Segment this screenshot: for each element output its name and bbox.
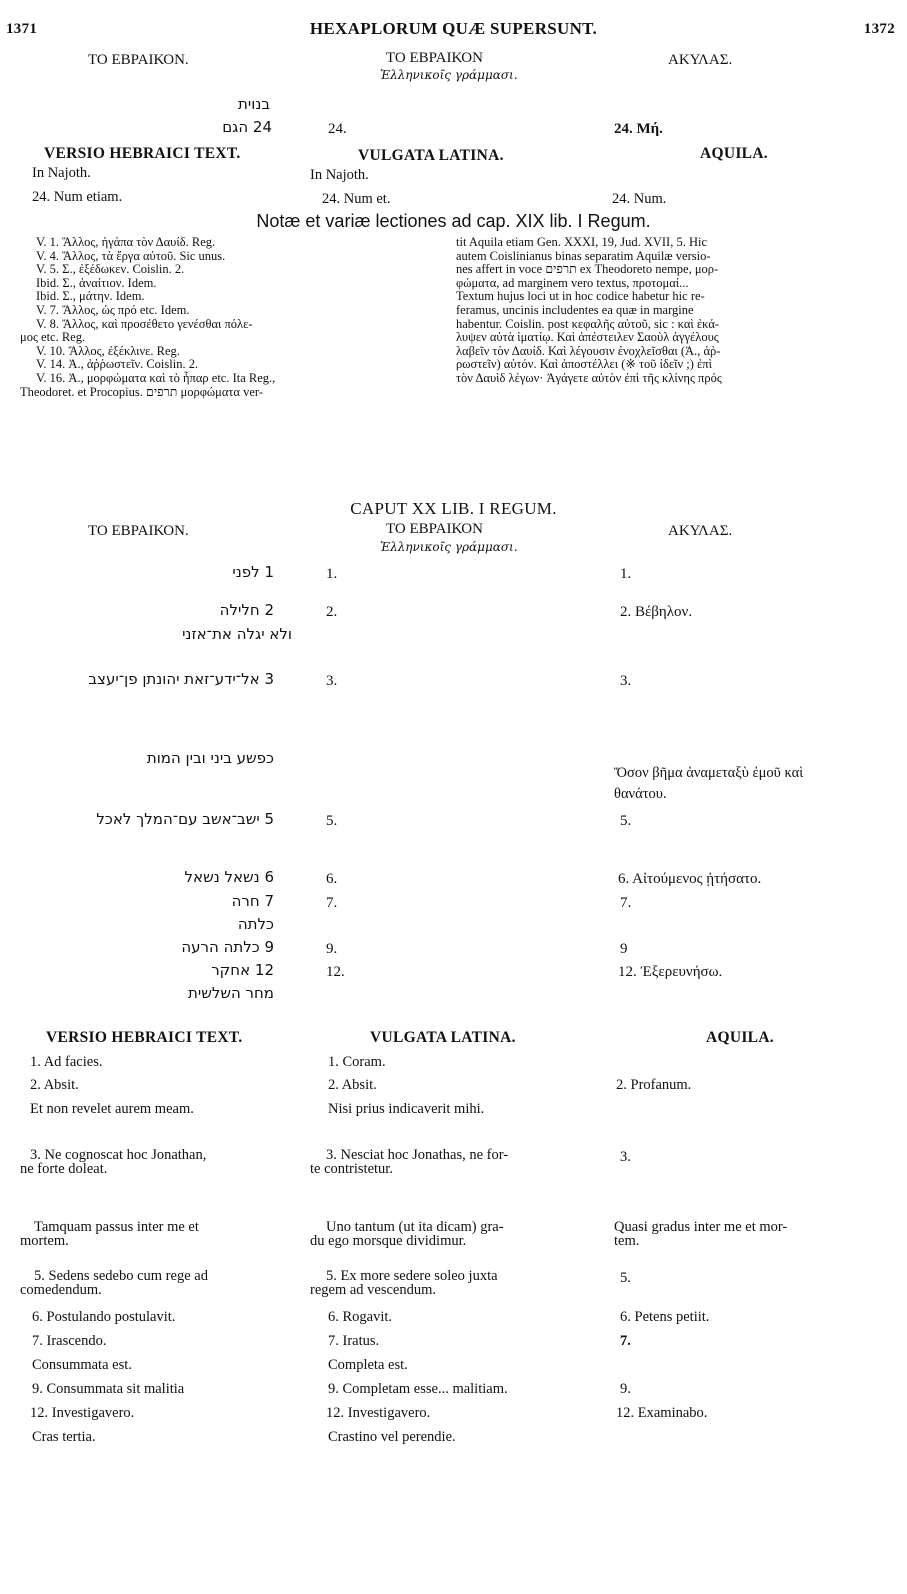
vulgata-verse-1: 1. Coram.: [328, 1054, 386, 1070]
vulgata-verse-12-cont: Crastino vel perendie.: [328, 1429, 456, 1445]
aquila-latin-verse-5: 5.: [620, 1270, 631, 1286]
aquila-verse-9: 9: [620, 941, 628, 957]
aquila-latin-verse-3-cont: [614, 1220, 787, 1248]
note-line: autem Coislinianus binas separatim Aquilæ versio-: [456, 248, 711, 263]
aquila-latin-verse-7: 7.: [620, 1333, 631, 1349]
note-line: Ibid. Σ., μάτην. Idem.: [36, 289, 145, 304]
hebrew-verse-9: 9 כלתה הרעה: [181, 938, 274, 956]
page-number-right: 1372: [863, 21, 895, 37]
text-line: te contristetur.: [310, 1161, 393, 1177]
notes-title: Notæ et variæ lectiones ad cap. XIX lib. I Regum.: [256, 211, 651, 231]
hebrew-verse-5: 5 ישב־אשב עם־המלך לאכל: [96, 810, 274, 828]
text-line: ne forte doleat.: [20, 1161, 108, 1177]
aquila-verse-3-cont2: θανάτου.: [614, 786, 667, 802]
col-subhead-greek-letters: Ἑλληνικοῖς γράμμασι.: [380, 540, 518, 554]
hebrew-verse-12-cont: מחר השלשית: [187, 984, 274, 1002]
note-line: ρωστεῖν) αὐτόν. Καὶ ἀποστέλλει (※ τοῦ ἰδεῖν ;) ἐπὶ: [456, 357, 712, 372]
vulgata-verse-9: 9. Completam esse... malitiam.: [328, 1381, 508, 1397]
hebrew-verse-7-cont: כלתה: [237, 915, 274, 933]
text-line: Tamquam passus inter me et: [34, 1219, 199, 1235]
aquila-verse-3-cont: Ὅσον βῆμα ἀναμεταξὺ ἐμοῦ καὶ: [614, 765, 804, 781]
note-line: V. 1. Ἄλλος, ἠγάπα τὸν Δαυίδ. Reg.: [36, 235, 216, 249]
aquila-verse-1: 1.: [620, 566, 632, 582]
text-line: mortem.: [20, 1233, 69, 1249]
vulgata-verse-3-cont: [310, 1220, 504, 1248]
aquila-latin-verse-9: 9.: [620, 1381, 631, 1397]
vulgata-verse-7: 7. Iratus.: [328, 1333, 380, 1349]
greek-verse-9: 9.: [326, 941, 338, 957]
note-line: feramus, uncinis includentes ea quæ in margine: [456, 302, 694, 317]
note-line: V. 10. Ἄλλος, ἐξέκλινε. Reg.: [36, 343, 180, 358]
col-head-aquila: AQUILA.: [700, 145, 768, 162]
vulgata-verse-6: 6. Rogavit.: [328, 1309, 393, 1325]
note-line: tit Aquila etiam Gen. XXXI, 19, Jud. XVII, 5. Hic: [456, 235, 708, 249]
note-line: φώματα, ad marginem vero textus, προτομαί...: [456, 275, 689, 290]
aquila-verse-12: 12. Ἐξερευνήσω.: [618, 964, 723, 980]
col-head-versio: VERSIO HEBRAICI TEXT.: [44, 145, 241, 162]
text-line: du ego morsque dividimur.: [310, 1233, 467, 1249]
col-head-versio: VERSIO HEBRAICI TEXT.: [46, 1029, 243, 1046]
text-line: Uno tantum (ut ita dicam) gra-: [326, 1219, 504, 1235]
aquila-verse-7: 7.: [620, 895, 632, 911]
versio-verse-3-cont: [20, 1220, 199, 1248]
note-line: V. 7. Ἄλλος, ὡς πρό etc. Idem.: [36, 302, 190, 317]
col-head-hebraikon-greek: ΤΟ ΕΒΡΑΙΚΟΝ: [386, 50, 483, 66]
versio-verse-2: 2. Absit.: [30, 1077, 79, 1093]
col-head-hebraikon-greek: ΤΟ ΕΒΡΑΙΚΟΝ: [386, 521, 483, 537]
col-head-akylas: ΑΚΥΛΑΣ.: [668, 52, 733, 68]
aquila-verse-3: 3.: [620, 673, 632, 689]
greek-verse-7: 7.: [326, 895, 338, 911]
col-head-akylas: ΑΚΥΛΑΣ.: [668, 523, 733, 539]
hebrew-verse-7: 7 חרה: [231, 892, 274, 910]
vulgata-verse-5: [310, 1269, 498, 1297]
greek-verse-5: 5.: [326, 813, 338, 829]
note-line: V. 16. Ἀ., μορφώματα καὶ τὸ ἧπαρ etc. Ita Reg.,: [36, 370, 276, 385]
aquila-verse-5: 5.: [620, 813, 632, 829]
versio-verse-2-cont: Et non revelet aurem meam.: [30, 1101, 194, 1117]
versio-verse-7-cont: Consummata est.: [32, 1357, 132, 1373]
note-line: τὸν Δαυὶδ λέγων· Ἀγάγετε αὐτὸν ἐπὶ τῆς κλίνης πρός: [456, 370, 722, 385]
versio-verse-5: [20, 1269, 208, 1297]
versio-verse-12-cont: Cras tertia.: [32, 1429, 96, 1445]
versio-verse-9: 9. Consummata sit malitia: [32, 1381, 185, 1397]
running-title: HEXAPLORUM QUÆ SUPERSUNT.: [309, 19, 598, 38]
chapter-title: CAPUT XX LIB. I REGUM.: [350, 499, 557, 518]
greek-verse-6: 6.: [326, 871, 338, 887]
text-line: tem.: [614, 1233, 640, 1249]
notes-right-column: [456, 236, 896, 386]
aquila-verse-2: 2. Βέβηλον.: [620, 604, 693, 620]
note-line: Theodoret. et Procopius. תרפים μορφώματα ver-: [20, 384, 263, 399]
hebrew-verse-3-cont: כפשע ביני ובין המות: [146, 749, 274, 767]
versio-verse-12: 12. Investigavero.: [30, 1405, 135, 1421]
col-head-hebraikon: ΤΟ ΕΒΡΑΙΚΟΝ.: [88, 523, 189, 539]
note-line: Ibid. Σ., ἀναίτιον. Idem.: [36, 275, 157, 290]
note-line: V. 8. Ἄλλος, καὶ προσέθετο γενέσθαι πόλε-: [36, 316, 253, 331]
hebrew-verse-12: 12 אחקר: [211, 961, 274, 979]
hebrew-verse-24: 24 הגם: [222, 118, 272, 136]
note-line: nes affert in voce תרפים ex Theodoreto nempe, μορ-: [456, 262, 719, 277]
col-head-aquila: AQUILA.: [706, 1029, 774, 1046]
note-line: μος etc. Reg.: [20, 330, 86, 345]
vulgata-verse-12: 12. Investigavero.: [326, 1405, 431, 1421]
col-head-vulgata: VULGATA LATINA.: [370, 1029, 516, 1046]
text-line: Quasi gradus inter me et mor-: [614, 1219, 788, 1235]
hebrew-verse-2: 2 חלילה: [219, 601, 274, 619]
greek-verse-2: 2.: [326, 604, 338, 620]
note-line: V. 4. Ἄλλος, τὰ ἔργα αὐτοῦ. Sic unus.: [36, 248, 226, 263]
hebrew-verse-6: 6 נשאל נשאל: [184, 868, 274, 886]
greek-verse-3: 3.: [326, 673, 338, 689]
text-line: 3. Nesciat hoc Jonathas, ne for-: [326, 1147, 509, 1163]
text-line: comedendum.: [20, 1282, 102, 1298]
vulgata-verse-24: 24. Num et.: [322, 191, 391, 207]
note-line: λαβεῖν τὸν Δαυίδ. Καὶ λέγουσιν ἐνοχλεῖσθαι (Ἀ., ἀῤ-: [456, 343, 721, 358]
versio-verse-6: 6. Postulando postulavit.: [32, 1309, 176, 1325]
vulgata-verse-2: 2. Absit.: [328, 1077, 377, 1093]
versio-verse-3: [20, 1148, 206, 1176]
hebrew-line: בנוית: [238, 95, 270, 113]
col-head-hebraikon: ΤΟ ΕΒΡΑΙΚΟΝ.: [88, 52, 189, 68]
page-number-left: 1371: [6, 21, 38, 37]
text-line: 3. Ne cognoscat hoc Jonathan,: [30, 1147, 207, 1163]
note-line: Textum hujus loci ut in hoc codice habetur hic re-: [456, 289, 705, 304]
hebrew-verse-2-cont: ולא יגלה את־אזני: [182, 625, 292, 643]
versio-verse-1: 1. Ad facies.: [30, 1054, 103, 1070]
aquila-latin-verse-3: 3.: [620, 1149, 631, 1165]
greek-verse-12: 12.: [326, 964, 345, 980]
vulgata-verse-7-cont: Completa est.: [328, 1357, 408, 1373]
aquila-verse-6: 6. Αἰτούμενος ᾐτήσατο.: [618, 871, 762, 887]
vulgata-verse-2-cont: Nisi prius indicaverit mihi.: [328, 1101, 485, 1117]
vulgata-line: In Najoth.: [310, 167, 369, 183]
text-line: 5. Sedens sedebo cum rege ad: [34, 1268, 208, 1284]
aquila-latin-verse-6: 6. Petens petiit.: [620, 1309, 710, 1325]
text-line: regem ad vescendum.: [310, 1282, 437, 1298]
col-subhead-greek-letters: Ἑλληνικοῖς γράμμασι.: [380, 68, 518, 82]
vulgata-verse-3: [310, 1148, 508, 1176]
note-line: λυψεν αὐτὰ ἱματίῳ. Καὶ ἀπέστειλεν Σαοὺλ ἀγγέλους: [456, 330, 719, 345]
versio-line: In Najoth.: [32, 165, 91, 181]
aquila-latin-verse-2: 2. Profanum.: [616, 1077, 692, 1093]
note-line: V. 5. Σ., ἐξέδωκεν. Coislin. 2.: [36, 262, 185, 277]
versio-verse-7: 7. Irascendo.: [32, 1333, 107, 1349]
note-line: habentur. Coislin. post κεφαλῆς αὐτοῦ, sic : καὶ ἐκά-: [456, 316, 720, 331]
notes-left-column: [20, 236, 440, 399]
versio-verse-24: 24. Num etiam.: [32, 189, 123, 205]
greek-verse-24: 24.: [328, 121, 347, 137]
note-line: V. 14. Ἀ., ἀῤῥωστεῖν. Coislin. 2.: [36, 357, 199, 372]
col-head-vulgata: VULGATA LATINA.: [358, 147, 504, 164]
text-line: 5. Ex more sedere soleo juxta: [326, 1268, 498, 1284]
aquila-verse-24: 24. Μή.: [614, 121, 663, 137]
hebrew-verse-3: 3 אל־ידע־זאת יהונתן פן־יעצב: [88, 670, 274, 688]
greek-verse-1: 1.: [326, 566, 338, 582]
aquila-verse-24-latin: 24. Num.: [612, 191, 667, 207]
hebrew-verse-1: 1 לפני: [232, 563, 274, 581]
aquila-latin-verse-12: 12. Examinabo.: [616, 1405, 708, 1421]
